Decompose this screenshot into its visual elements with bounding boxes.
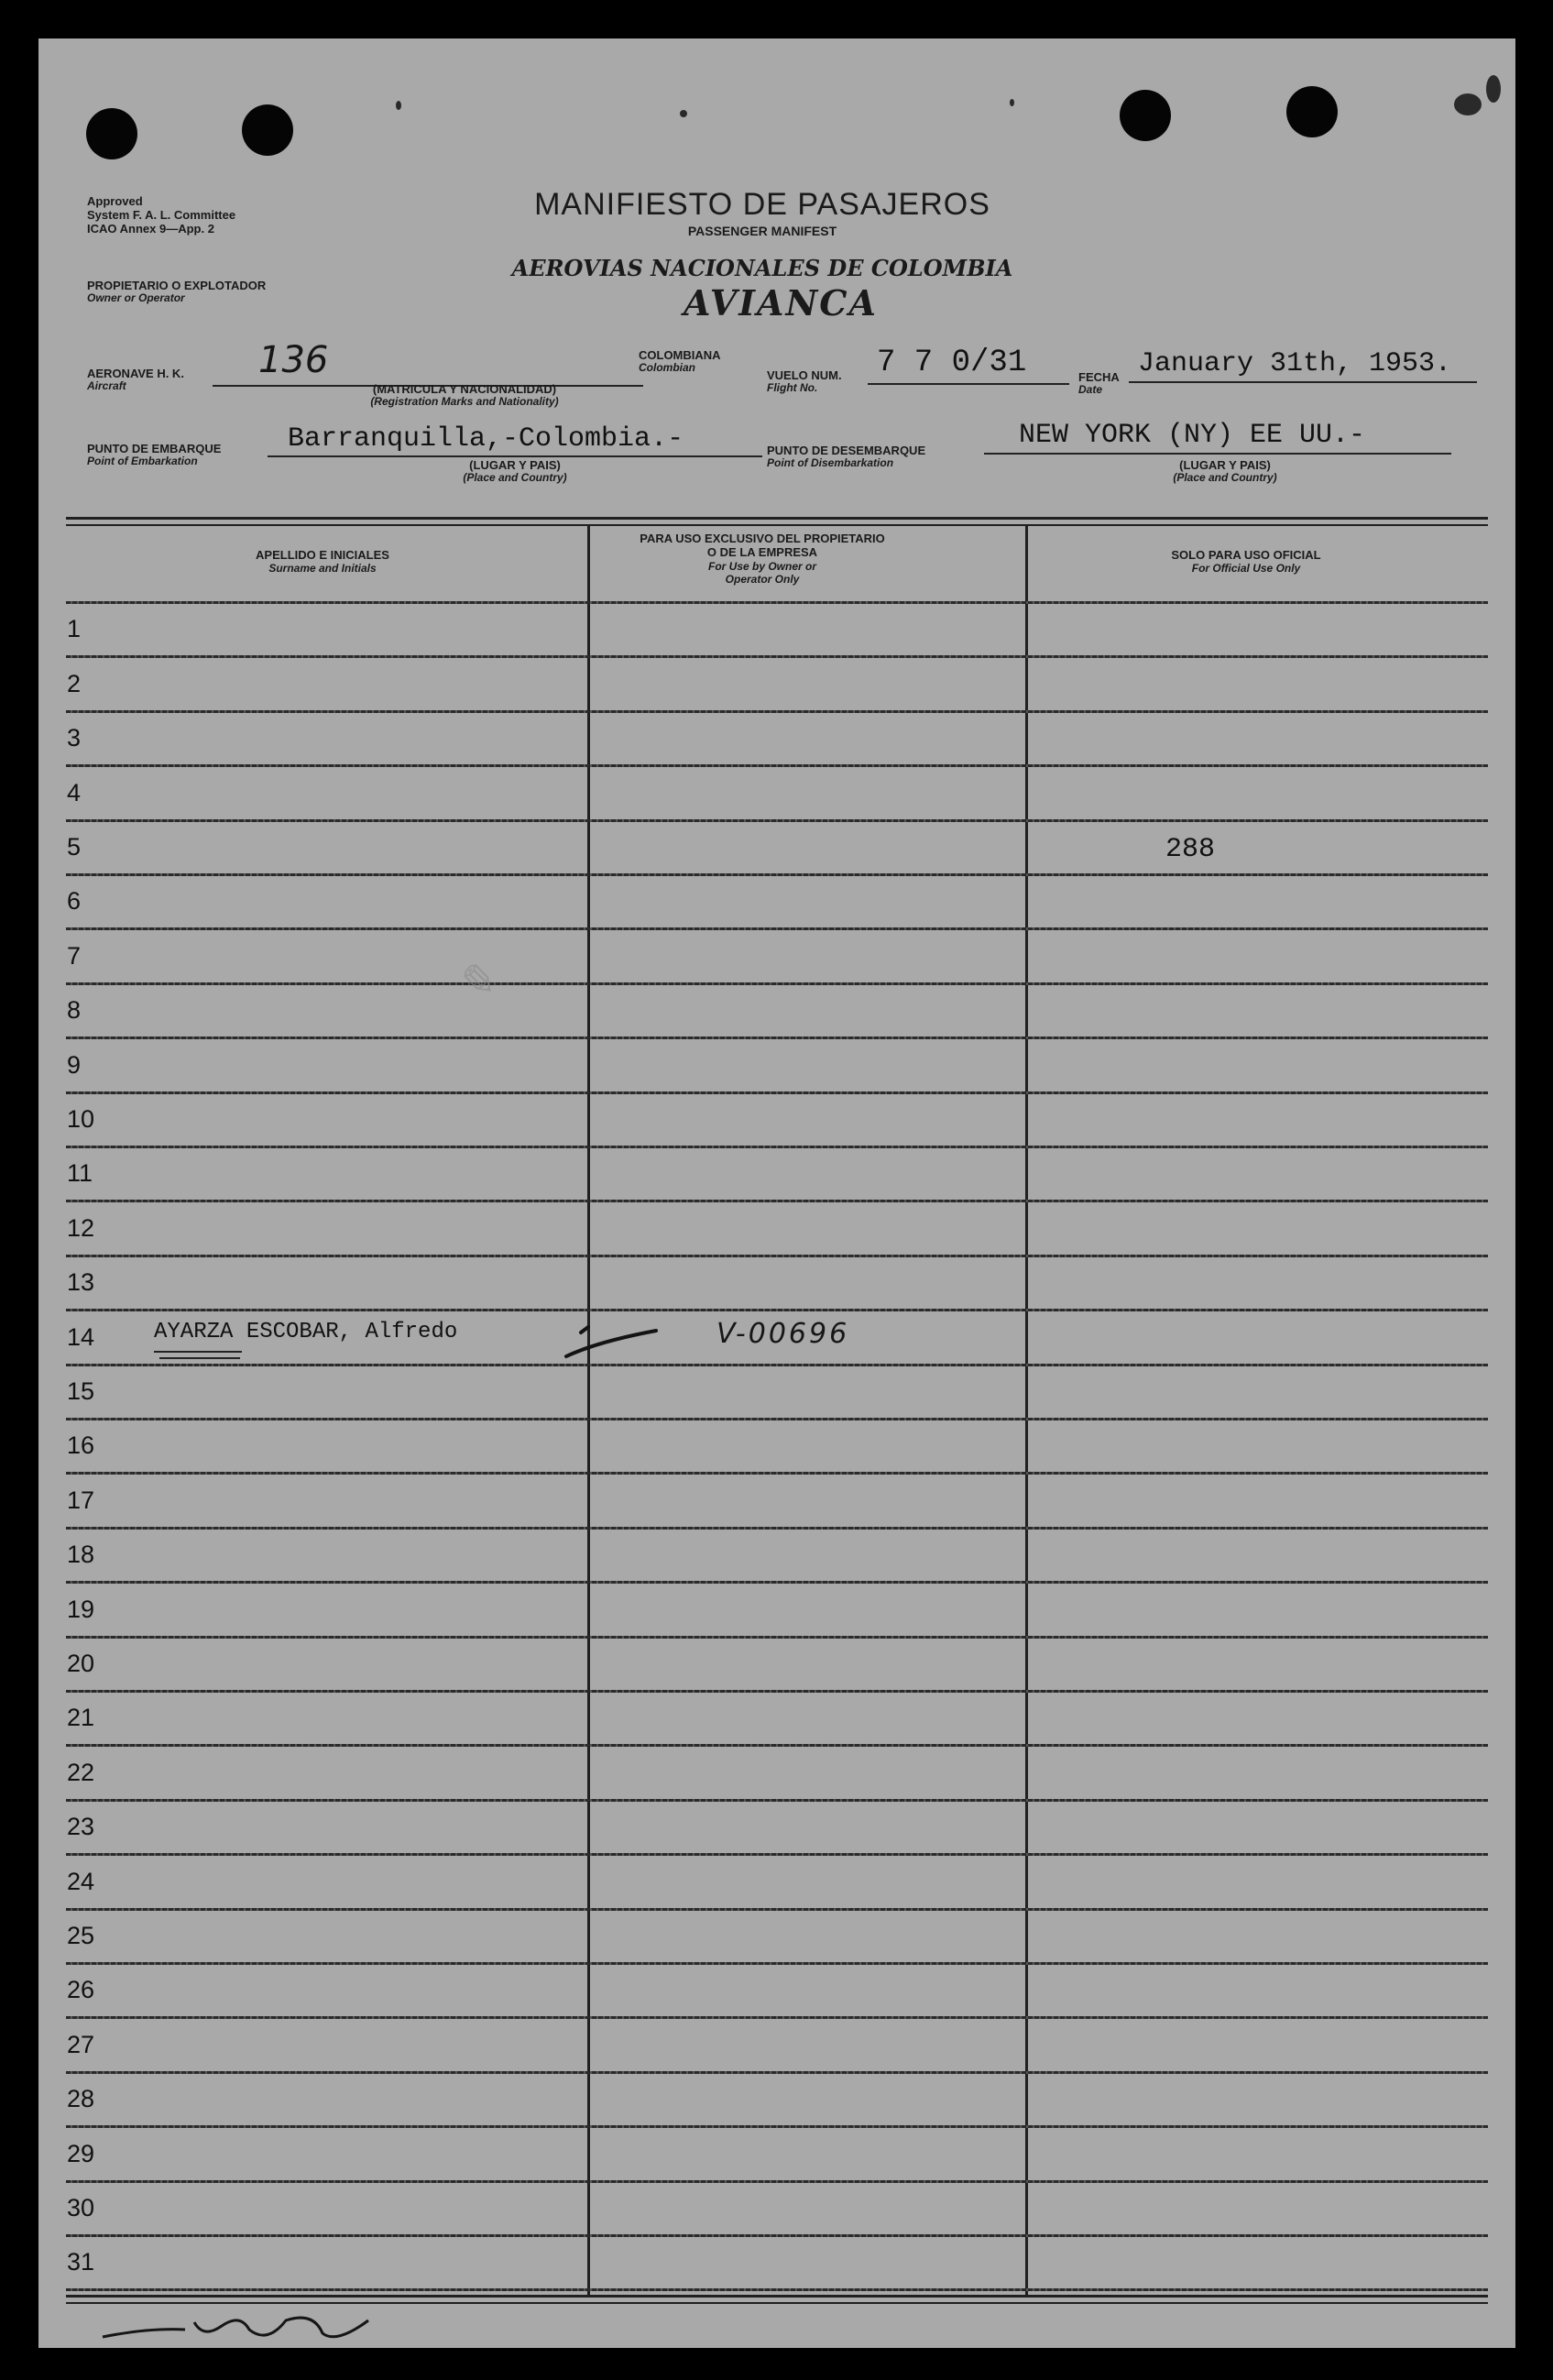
flight-value: 7 7 0/31 [877, 345, 1027, 380]
row-number: 9 [67, 1050, 82, 1079]
signature-scribble [93, 2293, 405, 2348]
row-line [66, 1799, 1488, 1802]
committee-line-3: ICAO Annex 9—App. 2 [87, 222, 214, 236]
committee-line-1: Approved [87, 194, 143, 208]
committee-line-2: System F. A. L. Committee [87, 208, 236, 222]
registration-label: (MATRICULA Y NACIONALIDAD) [372, 382, 557, 396]
nationality-label: COLOMBIANA [639, 348, 721, 362]
row-line [66, 1418, 1488, 1420]
col2-header-en-line-1: For Use by Owner or [707, 560, 817, 573]
embark-value: Barranquilla,-Colombia.- [288, 423, 684, 455]
date-label: FECHA [1078, 370, 1120, 384]
row-number: 21 [67, 1704, 95, 1732]
row-line [66, 1962, 1488, 1965]
row-number: 28 [67, 2085, 95, 2113]
aircraft-value: 136 [258, 339, 329, 381]
row-line [66, 1309, 1488, 1311]
paper-stain [1486, 75, 1501, 103]
row-number: 17 [67, 1486, 95, 1514]
row-line [66, 2234, 1488, 2237]
row-number: 27 [67, 2030, 95, 2058]
row-number: 8 [67, 996, 82, 1025]
disembark-place-label: (LUGAR Y PAIS) [1179, 458, 1271, 472]
table-top-rule [66, 517, 1488, 520]
row-number: 7 [67, 941, 82, 970]
row-line [66, 1146, 1488, 1148]
col3-header-en: For Official Use Only [1191, 562, 1301, 575]
paper-stain [680, 110, 687, 117]
row-number: 3 [67, 724, 82, 752]
check-mark-icon [561, 1316, 671, 1362]
row-number: 26 [67, 1976, 95, 2004]
date-value: January 31th, 1953. [1138, 348, 1452, 379]
row-number: 12 [67, 1213, 95, 1242]
row-line [66, 2180, 1488, 2183]
row-line [66, 1581, 1488, 1584]
embark-label: PUNTO DE EMBARQUE [87, 442, 222, 455]
col3-header: SOLO PARA USO OFICIAL [1171, 548, 1321, 562]
row-number: 4 [67, 778, 82, 806]
row-number: 11 [67, 1159, 93, 1188]
row-line [66, 1853, 1488, 1856]
row-line [66, 1364, 1488, 1366]
col1-header-en: Surname and Initials [268, 562, 377, 575]
punch-hole [1286, 86, 1338, 137]
owner-label: PROPIETARIO O EXPLOTADOR [87, 279, 267, 292]
punch-hole [1120, 90, 1171, 141]
embark-place-label: (LUGAR Y PAIS) [469, 458, 561, 472]
row-number: 29 [67, 2139, 95, 2167]
manifest-title: MANIFIESTO DE PASAJEROS [534, 187, 990, 222]
row-line [66, 1255, 1488, 1257]
row-number: 19 [67, 1595, 95, 1623]
row-number: 10 [67, 1105, 95, 1133]
row-number: 5 [67, 833, 82, 861]
row-line [66, 1690, 1488, 1693]
aircraft-label-en: Aircraft [87, 379, 126, 392]
embark-label-en: Point of Embarkation [87, 455, 198, 467]
airline-short: AVIANCA [684, 282, 878, 324]
row-number: 25 [67, 1922, 95, 1949]
nationality-label-en: Colombian [639, 361, 695, 374]
row-line [66, 1200, 1488, 1202]
row-line [66, 1091, 1488, 1094]
row-line [66, 2016, 1488, 2019]
row-number: 30 [67, 2194, 95, 2221]
manifest-subtitle: PASSENGER MANIFEST [687, 224, 837, 238]
row-number: 31 [67, 2248, 95, 2276]
date-label-en: Date [1078, 383, 1103, 396]
row-line [66, 764, 1488, 767]
row-number: 14 [67, 1322, 95, 1351]
header-bottom-line [66, 601, 1488, 604]
column-divider-2 [1025, 526, 1028, 2295]
row-line [66, 1744, 1488, 1747]
row-number: 23 [67, 1813, 95, 1841]
disembark-place-label-en: (Place and Country) [1173, 471, 1277, 484]
row-line [66, 982, 1488, 985]
table-top-rule-2 [66, 524, 1488, 526]
passenger-name-14: AYARZA ESCOBAR, Alfredo [154, 1320, 458, 1344]
disembark-underline [984, 453, 1451, 455]
row-line [66, 873, 1488, 876]
name-underline-1 [154, 1351, 242, 1353]
faint-stamp-glyph: ✎ [452, 952, 498, 1011]
row-line [66, 710, 1488, 713]
faint-stamp-mark [452, 952, 498, 1010]
registration-label-en: (Registration Marks and Nationality) [370, 395, 559, 408]
row-number: 16 [67, 1431, 95, 1460]
flight-underline [868, 383, 1069, 385]
disembark-value: NEW YORK (NY) EE UU.- [1019, 420, 1366, 451]
flight-label: VUELO NUM. [767, 368, 842, 382]
paper-stain [1454, 93, 1482, 115]
punch-hole [86, 108, 137, 159]
row-line [66, 1036, 1488, 1039]
manifest-paper [38, 38, 1515, 2348]
row-number: 18 [67, 1541, 95, 1569]
paper-stain [396, 101, 401, 110]
row-line [66, 1636, 1488, 1639]
flight-label-en: Flight No. [767, 381, 818, 394]
row-number: 22 [67, 1758, 95, 1786]
owner-label-en: Owner or Operator [87, 291, 185, 304]
row-line [66, 1908, 1488, 1911]
row-number: 15 [67, 1377, 95, 1405]
row-line [66, 927, 1488, 930]
disembark-label-en: Point of Disembarkation [767, 456, 894, 469]
paper-stain [1010, 99, 1014, 106]
row-line [66, 655, 1488, 658]
row-line [66, 2288, 1488, 2291]
aircraft-label: AERONAVE H. K. [87, 367, 184, 380]
date-underline [1129, 381, 1477, 383]
row-line [66, 819, 1488, 822]
operator-note-14: V-00696 [716, 1318, 850, 1350]
col2-header-line-2: O DE LA EMPRESA [706, 545, 818, 559]
airline-name: AEROVIAS NACIONALES DE COLOMBIA [511, 255, 1013, 281]
row-line [66, 2125, 1488, 2128]
row-number: 6 [67, 887, 82, 916]
row-number: 24 [67, 1867, 95, 1895]
col2-header-en-line-2: Operator Only [725, 573, 800, 586]
embark-underline [268, 455, 762, 457]
row-number: 20 [67, 1650, 95, 1677]
row-number: 1 [67, 615, 82, 643]
disembark-label: PUNTO DE DESEMBARQUE [767, 444, 926, 457]
row-line [66, 1527, 1488, 1530]
row-number: 2 [67, 669, 82, 697]
row-line [66, 1472, 1488, 1475]
embark-place-label-en: (Place and Country) [463, 471, 567, 484]
col2-header-line-1: PARA USO EXCLUSIVO DEL PROPIETARIO [640, 532, 885, 545]
row-number: 13 [67, 1268, 95, 1297]
official-number: 288 [1165, 834, 1216, 865]
row-line [66, 2071, 1488, 2074]
name-underline-2 [159, 1357, 240, 1359]
column-divider-1 [587, 526, 590, 2295]
punch-hole [242, 104, 293, 156]
col1-header: APELLIDO E INICIALES [256, 548, 389, 562]
